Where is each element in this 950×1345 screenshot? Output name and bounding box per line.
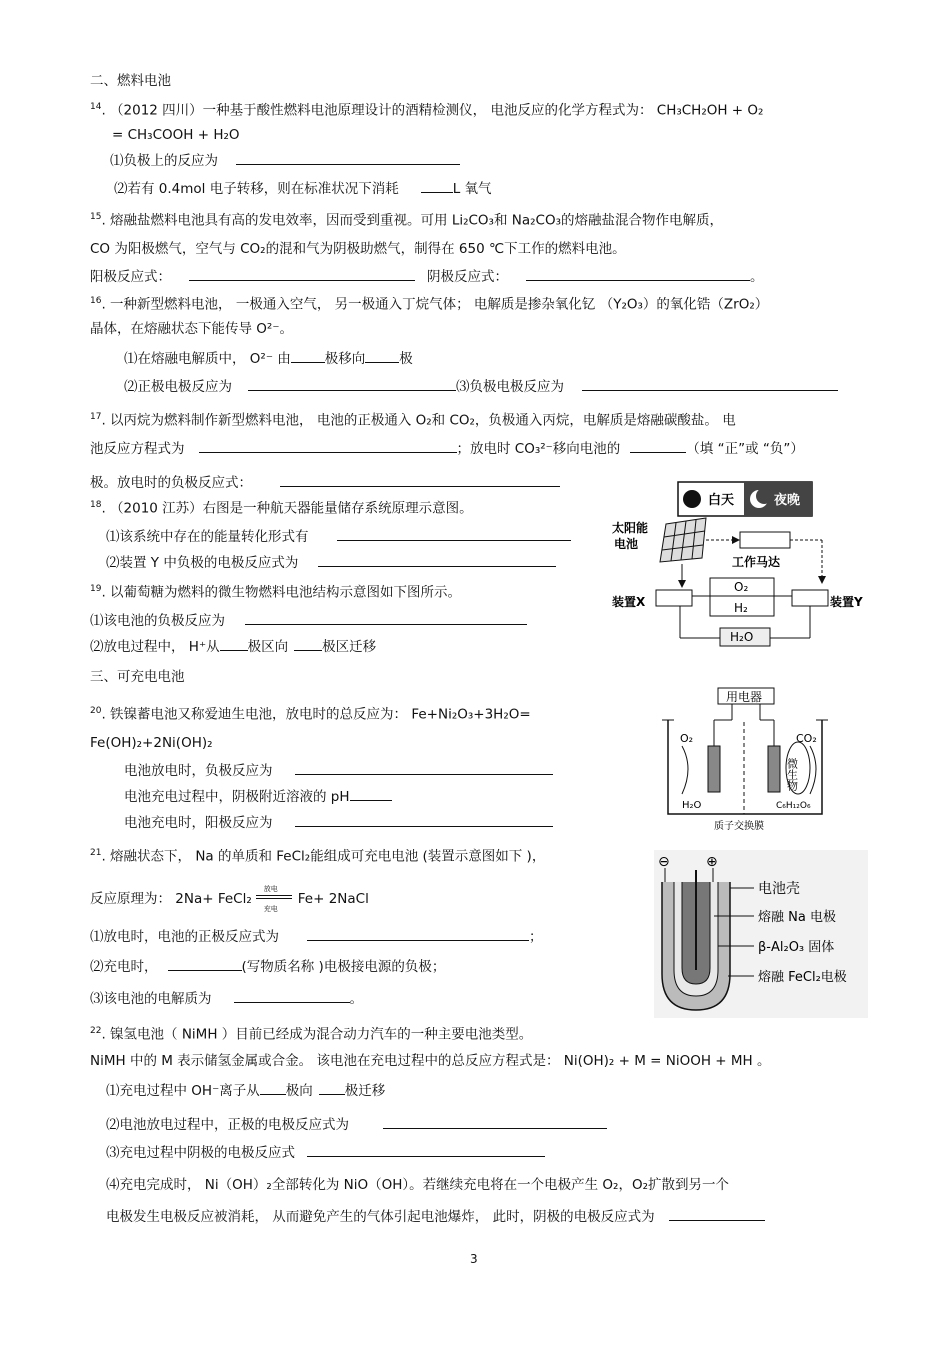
- q21-part2-end: (写物质名称 )电极接电源的负极；: [241, 959, 446, 975]
- q16-part2-label: ⑵正极电极反应为: [124, 379, 232, 395]
- figure-microbial-fuel-cell: [660, 686, 830, 834]
- answer-blank[interactable]: [294, 636, 322, 651]
- q22-part3-label: ⑶充电过程中阴极的电极反应式: [106, 1145, 295, 1161]
- question-16: [90, 292, 768, 314]
- q16-part1: [124, 348, 413, 368]
- night-label: 夜晚: [774, 493, 801, 508]
- h2o-label: H₂O: [682, 800, 702, 811]
- solar-label-2: 电池: [614, 537, 639, 551]
- q15-equations: [90, 266, 764, 286]
- answer-blank[interactable]: [307, 1142, 545, 1157]
- q17-hint: （填 “正”或 “负”）: [686, 441, 804, 457]
- q20-part3-label: 电池充电时，阳极反应为: [124, 815, 273, 831]
- answer-blank[interactable]: [260, 1080, 286, 1095]
- reaction-right: Fe+ 2NaCl: [297, 891, 369, 907]
- answer-blank[interactable]: [220, 636, 248, 651]
- q19-part2-label: ⑵放电过程中， H⁺从: [90, 639, 220, 655]
- q20-part1: [124, 760, 553, 780]
- q21-part2-label: ⑵充电时，: [90, 959, 158, 975]
- answer-blank[interactable]: [295, 760, 553, 775]
- answer-blank[interactable]: [582, 376, 838, 391]
- question-22: [90, 1022, 532, 1044]
- question-number: 18: [90, 500, 102, 510]
- q21-part3: [90, 988, 363, 1008]
- q17-mid: ；放电时 CO₃²⁻移向电池的: [456, 441, 621, 457]
- question-text: . 以葡萄糖为燃料的微生物燃料电池结构示意图如下图所示。: [101, 584, 462, 601]
- q22-part1: [106, 1080, 385, 1100]
- q22-part4: ⑷充电完成时， Ni（OH）₂全部转化为 NiO（OH）。若继续充电将在一个电极产生 O₂，O₂扩散到另一个: [106, 1177, 729, 1193]
- fecl2-electrode-label: 熔融 FeCl₂电极: [758, 970, 847, 985]
- question-number: 17: [90, 412, 102, 422]
- answer-blank[interactable]: [248, 376, 456, 391]
- question-21: [90, 844, 545, 866]
- answer-blank[interactable]: [421, 178, 453, 193]
- question-number: 19: [90, 584, 102, 594]
- question-15: [90, 208, 723, 230]
- q19-part1: [90, 610, 527, 630]
- q19-part2-end: 极区迁移: [322, 639, 377, 655]
- solar-label: 太阳能: [612, 521, 649, 535]
- answer-blank[interactable]: [383, 1114, 607, 1129]
- question-19: [90, 580, 461, 602]
- negative-terminal-icon: ⊖: [658, 854, 670, 870]
- answer-blank[interactable]: [319, 1080, 345, 1095]
- q16-part3-label: ⑶负极电极反应为: [456, 379, 564, 395]
- question-14: [90, 98, 763, 120]
- microbe-label: 微生物: [785, 758, 799, 791]
- q19-part2: [90, 636, 376, 656]
- question-number: 20: [90, 706, 102, 716]
- solar-panel-icon: [660, 518, 706, 562]
- o2-label: O₂: [680, 732, 694, 745]
- o2-label: O₂: [734, 580, 749, 594]
- question-number: 15: [90, 212, 102, 222]
- answer-blank[interactable]: [307, 926, 529, 941]
- question-17-line2: [90, 438, 804, 458]
- question-number: 22: [90, 1026, 102, 1036]
- answer-blank[interactable]: [234, 988, 350, 1003]
- answer-blank[interactable]: [526, 266, 750, 281]
- q16-part1-end: 极: [399, 351, 413, 367]
- answer-blank[interactable]: [168, 956, 242, 971]
- q16-part2-3: [124, 376, 838, 396]
- q16-part1-mid: 极移向: [324, 351, 366, 367]
- q19-part1-label: ⑴该电池的负极反应为: [90, 613, 225, 629]
- motor-label: 工作马达: [732, 555, 781, 569]
- page-number: 3: [470, 1252, 478, 1266]
- end-mark: 。: [750, 269, 764, 285]
- device-y-label: 装置Y: [830, 595, 863, 609]
- answer-blank[interactable]: [295, 812, 553, 827]
- answer-blank[interactable]: [245, 610, 527, 625]
- arrow-top-label: 放电: [263, 885, 278, 893]
- q14-part1: [110, 150, 460, 170]
- answer-blank[interactable]: [291, 348, 325, 363]
- answer-blank[interactable]: [350, 786, 392, 801]
- question-text: . （2012 四川）一种基于酸性燃料电池原理设计的酒精检测仪， 电池反应的化学方程式为： CH₃CH₂OH + O₂: [101, 102, 764, 119]
- electrolyte-label: β-Al₂O₃ 固体: [758, 940, 835, 955]
- q18-part1: [106, 526, 571, 546]
- q21-part1-label: ⑴放电时，电池的正极反应式为: [90, 929, 279, 945]
- question-22-line2: NiMH 中的 M 表示储氢金属或合金。 该电池在充电过程中的总反应方程式是： Ni(OH)₂ + M = NiOOH + MH 。: [90, 1053, 771, 1069]
- q14-part1-label: ⑴负极上的反应为: [110, 153, 218, 169]
- answer-blank[interactable]: [630, 438, 686, 453]
- q14-part2-label: ⑵若有 0.4mol 电子转移，则在标准状况下消耗: [114, 181, 399, 197]
- positive-terminal-icon: ⊕: [706, 854, 718, 870]
- answer-blank[interactable]: [236, 150, 460, 165]
- question-20: [90, 702, 531, 724]
- figure-na-fecl2-battery: [654, 850, 868, 1018]
- q14-part2: [114, 178, 492, 198]
- q17-label: 池反应方程式为: [90, 441, 185, 457]
- q21-part1-end: ；: [529, 929, 543, 945]
- q17-part-label: 极。放电时的负极反应式：: [90, 475, 252, 491]
- question-17: [90, 408, 736, 430]
- q22-part1-mid: 极向: [285, 1083, 313, 1099]
- question-17-line3: [90, 472, 560, 492]
- appliance-label: 用电器: [726, 690, 763, 704]
- question-text: . （2010 江苏）右图是一种航天器能量储存系统原理示意图。: [101, 500, 473, 517]
- co2-label: CO₂: [796, 732, 817, 745]
- answer-blank[interactable]: [365, 348, 399, 363]
- shell-label: 电池壳: [758, 881, 800, 897]
- q20-part3: [124, 812, 553, 832]
- answer-blank[interactable]: [669, 1206, 765, 1221]
- cathode-label: 阴极反应式：: [427, 269, 508, 285]
- q22-part2: [106, 1114, 607, 1134]
- q16-part1-label: ⑴在熔融电解质中， O²⁻ 由: [124, 351, 291, 367]
- glucose-label: C₆H₁₂O₆: [776, 801, 811, 811]
- section-heading-fuel-cells: 二、燃料电池: [90, 73, 171, 89]
- answer-blank[interactable]: [199, 438, 457, 453]
- reaction-left: 反应原理为： 2Na+ FeCl₂: [90, 891, 252, 907]
- q21-part1: [90, 926, 543, 946]
- q22-part2-label: ⑵电池放电过程中，正极的电极反应式为: [106, 1117, 349, 1133]
- answer-blank[interactable]: [337, 526, 571, 541]
- device-x-label: 装置X: [612, 595, 646, 609]
- h2-label: H₂: [734, 601, 748, 615]
- answer-blank[interactable]: [280, 472, 560, 487]
- q22-part4-line2: [106, 1206, 765, 1226]
- question-number: 14: [90, 102, 102, 112]
- anode-label: 阳极反应式：: [90, 269, 171, 285]
- question-number: 21: [90, 848, 102, 858]
- question-15-line2: CO 为阳极燃气，空气与 CO₂的混和气为阴极助燃气，制得在 650 ℃下工作的燃料电池。: [90, 241, 626, 257]
- q20-part2-label: 电池充电过程中，阴极附近溶液的 pH: [124, 789, 350, 805]
- q21-part2: [90, 956, 445, 976]
- q18-part1-label: ⑴该系统中存在的能量转化形式有: [106, 529, 309, 545]
- na-electrode-label: 熔融 Na 电极: [758, 910, 836, 925]
- q22-part4-label: 电极发生电极反应被消耗， 从而避免产生的气体引起电池爆炸， 此时，阴极的电极反应式为: [106, 1209, 655, 1225]
- reversible-arrow-icon: [252, 885, 298, 913]
- q21-part3-end: 。: [349, 991, 363, 1007]
- q22-part1-end: 极迁移: [344, 1083, 386, 1099]
- figure-spacecraft-energy-system: [610, 480, 880, 652]
- question-text: . 一种新型燃料电池， 一极通入空气， 另一极通入丁烷气体； 电解质是掺杂氧化钇 （Y₂O₃）的氧化锆（ZrO₂）: [101, 296, 769, 313]
- q19-part2-mid: 极区向: [247, 639, 289, 655]
- question-20-line2: Fe(OH)₂+2Ni(OH)₂: [90, 735, 213, 751]
- q14-part2-unit: L 氧气: [452, 181, 492, 197]
- question-14-line2: = CH₃COOH + H₂O: [112, 127, 240, 143]
- question-text: . 熔融状态下， Na 的单质和 FeCl₂能组成可充电电池 (装置示意图如下 )，: [101, 848, 546, 865]
- q22-part3: [106, 1142, 545, 1162]
- q20-part2: [124, 786, 392, 806]
- section-heading-rechargeable: 三、可充电电池: [90, 669, 185, 685]
- question-text: . 熔融盐燃料电池具有高的发电效率，因而受到重视。可用 Li₂CO₃和 Na₂CO₃的熔融盐混合物作电解质，: [101, 212, 724, 229]
- question-18: [90, 496, 473, 518]
- q20-part1-label: 电池放电时，负极反应为: [124, 763, 273, 779]
- question-text: . 铁镍蓄电池又称爱迪生电池，放电时的总反应为： Fe+Ni₂O₃+3H₂O=: [101, 706, 531, 723]
- h2o-label: H₂O: [730, 630, 754, 644]
- arrow-bottom-label: 充电: [263, 905, 278, 913]
- answer-blank[interactable]: [189, 266, 415, 281]
- q22-part1-label: ⑴充电过程中 OH⁻离子从: [106, 1083, 260, 1099]
- question-16-line2: 晶体，在熔融状态下能传导 O²⁻。: [90, 321, 293, 337]
- question-text: . 镍氢电池（ NiMH ）目前已经成为混合动力汽车的一种主要电池类型。: [101, 1026, 533, 1043]
- sun-icon: [683, 490, 701, 508]
- q21-reaction: [90, 885, 369, 913]
- membrane-label: 质子交换膜: [714, 821, 764, 832]
- q18-part2-label: ⑵装置 Y 中负极的电极反应式为: [106, 555, 299, 571]
- q18-part2: [106, 552, 556, 572]
- question-text: . 以丙烷为燃料制作新型燃料电池， 电池的正极通入 O₂和 CO₂，负极通入丙烷，电解质是熔融碳酸盐。 电: [101, 412, 736, 429]
- question-number: 16: [90, 296, 102, 306]
- motor-icon: [740, 532, 790, 548]
- day-label: 白天: [708, 493, 735, 508]
- answer-blank[interactable]: [318, 552, 556, 567]
- q21-part3-label: ⑶该电池的电解质为: [90, 991, 212, 1007]
